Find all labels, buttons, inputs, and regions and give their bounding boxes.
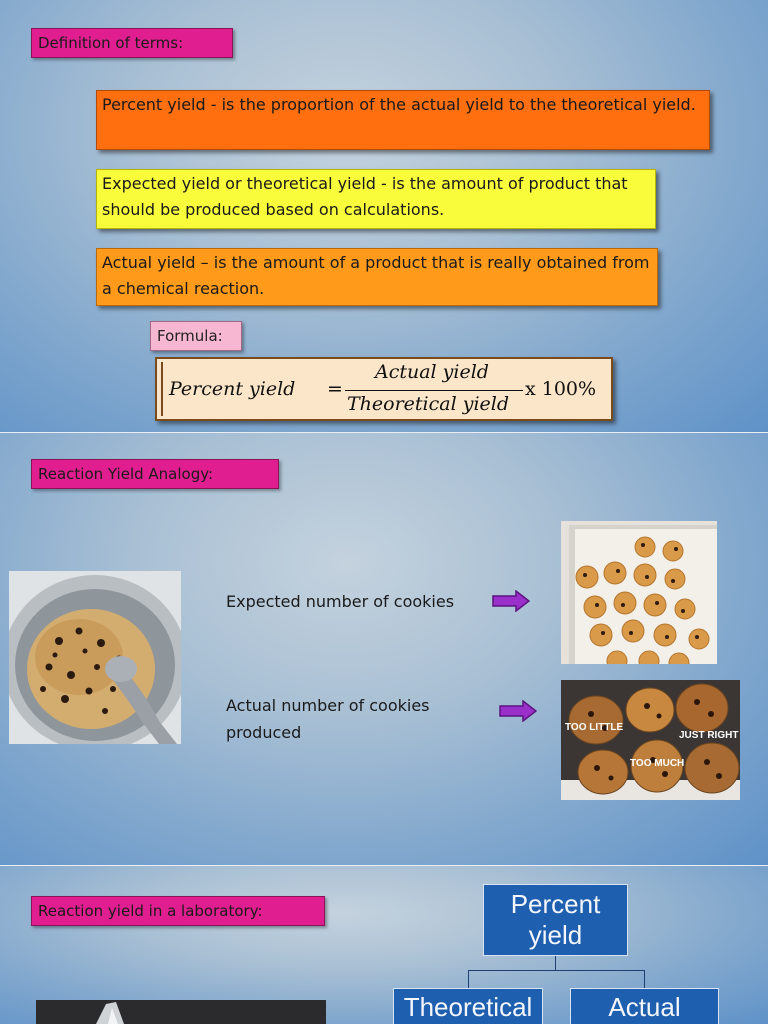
formula-fraction-bar (345, 390, 523, 391)
laboratory-heading: Reaction yield in a laboratory: (31, 896, 325, 926)
slide-definitions (0, 0, 768, 432)
formula-denominator: Theoretical yield (347, 393, 510, 415)
formula-numerator: Actual yield (375, 361, 489, 383)
just-right-label: JUST RIGHT (679, 730, 739, 741)
org-child-actual: Actual (570, 988, 719, 1024)
cookie-tray-photo (561, 521, 717, 664)
org-connector (555, 956, 556, 970)
org-connector (468, 970, 644, 971)
actual-cookies-label: Actual number of cookies produced (226, 696, 430, 742)
formula-heading: Formula: (150, 321, 242, 351)
right-arrow-icon (499, 700, 537, 722)
slide-laboratory (0, 866, 768, 1024)
definition-percent-yield: Percent yield - is the proportion of the actual yield to the theoretical yield. (96, 90, 710, 150)
org-connector (644, 970, 645, 988)
laboratory-photo (36, 1000, 326, 1024)
analogy-heading: Reaction Yield Analogy: (31, 459, 279, 489)
definition-heading: Definition of terms: (31, 28, 233, 58)
too-much-label: TOO MUCH (630, 758, 685, 769)
expected-cookies-label: Expected number of cookies (226, 592, 455, 611)
org-root-percent-yield: Percent yield (483, 884, 628, 956)
cookie-dough-photo (9, 571, 181, 744)
definition-theoretical-yield: Expected yield or theoretical yield - is the amount of product that should be produced based on calculations. (96, 169, 656, 229)
right-arrow-icon (492, 590, 530, 612)
slide-analogy (0, 433, 768, 865)
formula-lhs: Percent yield (169, 378, 296, 400)
formula-multiplier: x 100% (525, 378, 597, 400)
org-child-theoretical: Theoretical (393, 988, 543, 1024)
definition-actual-yield: Actual yield – is the amount of a product that is really obtained from a chemical reaction. (96, 248, 658, 306)
formula-equals: = (327, 378, 343, 400)
too-little-label: TOO LITTLE (565, 722, 624, 733)
formula-box (155, 357, 613, 421)
cookie-comparison-photo (561, 680, 740, 800)
org-connector (468, 970, 469, 988)
